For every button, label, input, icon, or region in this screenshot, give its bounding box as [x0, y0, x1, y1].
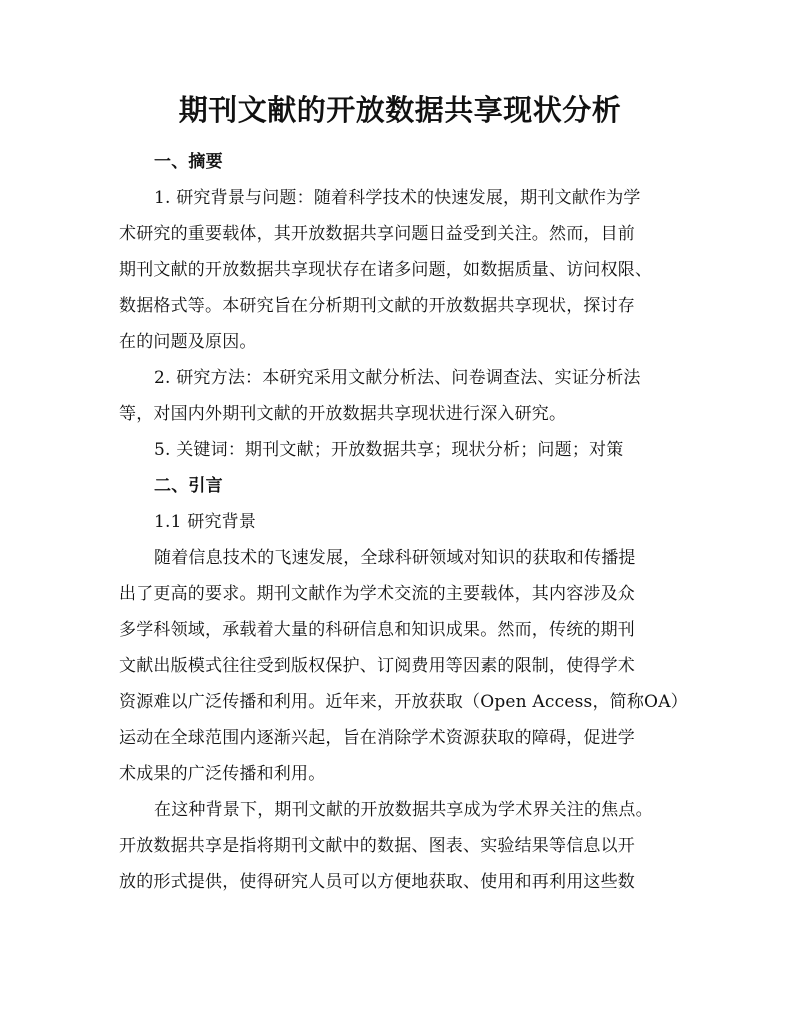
text-line: 等，对国内外期刊文献的开放数据共享现状进行深入研究。 — [119, 404, 567, 424]
text-line: 2. 研究方法：本研究采用文献分析法、问卷调查法、实证分析法 — [154, 368, 641, 388]
keywords-line: 5. 关键词：期刊文献；开放数据共享；现状分析；问题；对策 — [154, 440, 624, 460]
document-title: 期刊文献的开放数据共享现状分析 — [178, 93, 622, 127]
text-line: 资源难以广泛传播和利用。近年来，开放获取（Open Access，简称OA） — [119, 692, 688, 712]
section-heading-abstract: 一、摘要 — [154, 152, 223, 172]
subsection-heading: 1.1 研究背景 — [154, 512, 257, 532]
text-line: 运动在全球范围内逐渐兴起，旨在消除学术资源获取的障碍，促进学 — [119, 728, 635, 748]
text-line: 出了更高的要求。期刊文献作为学术交流的主要载体，其内容涉及众 — [119, 584, 635, 604]
text-line: 术成果的广泛传播和利用。 — [119, 764, 326, 784]
text-line: 多学科领域，承载着大量的科研信息和知识成果。然而，传统的期刊 — [119, 620, 635, 640]
text-line: 开放数据共享是指将期刊文献中的数据、图表、实验结果等信息以开 — [119, 836, 635, 856]
text-line: 数据格式等。本研究旨在分析期刊文献的开放数据共享现状，探讨存 — [119, 296, 635, 316]
text-line: 文献出版模式往往受到版权保护、订阅费用等因素的限制，使得学术 — [119, 656, 635, 676]
text-line: 随着信息技术的飞速发展，全球科研领域对知识的获取和传播提 — [154, 548, 636, 568]
text-line: 在这种背景下，期刊文献的开放数据共享成为学术界关注的焦点。 — [154, 800, 653, 820]
text-line: 期刊文献的开放数据共享现状存在诸多问题，如数据质量、访问权限、 — [119, 260, 653, 280]
text-line: 在的问题及原因。 — [119, 332, 257, 352]
text-line: 术研究的重要载体，其开放数据共享问题日益受到关注。然而，目前 — [119, 224, 635, 244]
text-line: 放的形式提供，使得研究人员可以方便地获取、使用和再利用这些数 — [119, 872, 635, 892]
section-heading-introduction: 二、引言 — [154, 476, 223, 496]
text-line: 1. 研究背景与问题：随着科学技术的快速发展，期刊文献作为学 — [154, 188, 641, 208]
